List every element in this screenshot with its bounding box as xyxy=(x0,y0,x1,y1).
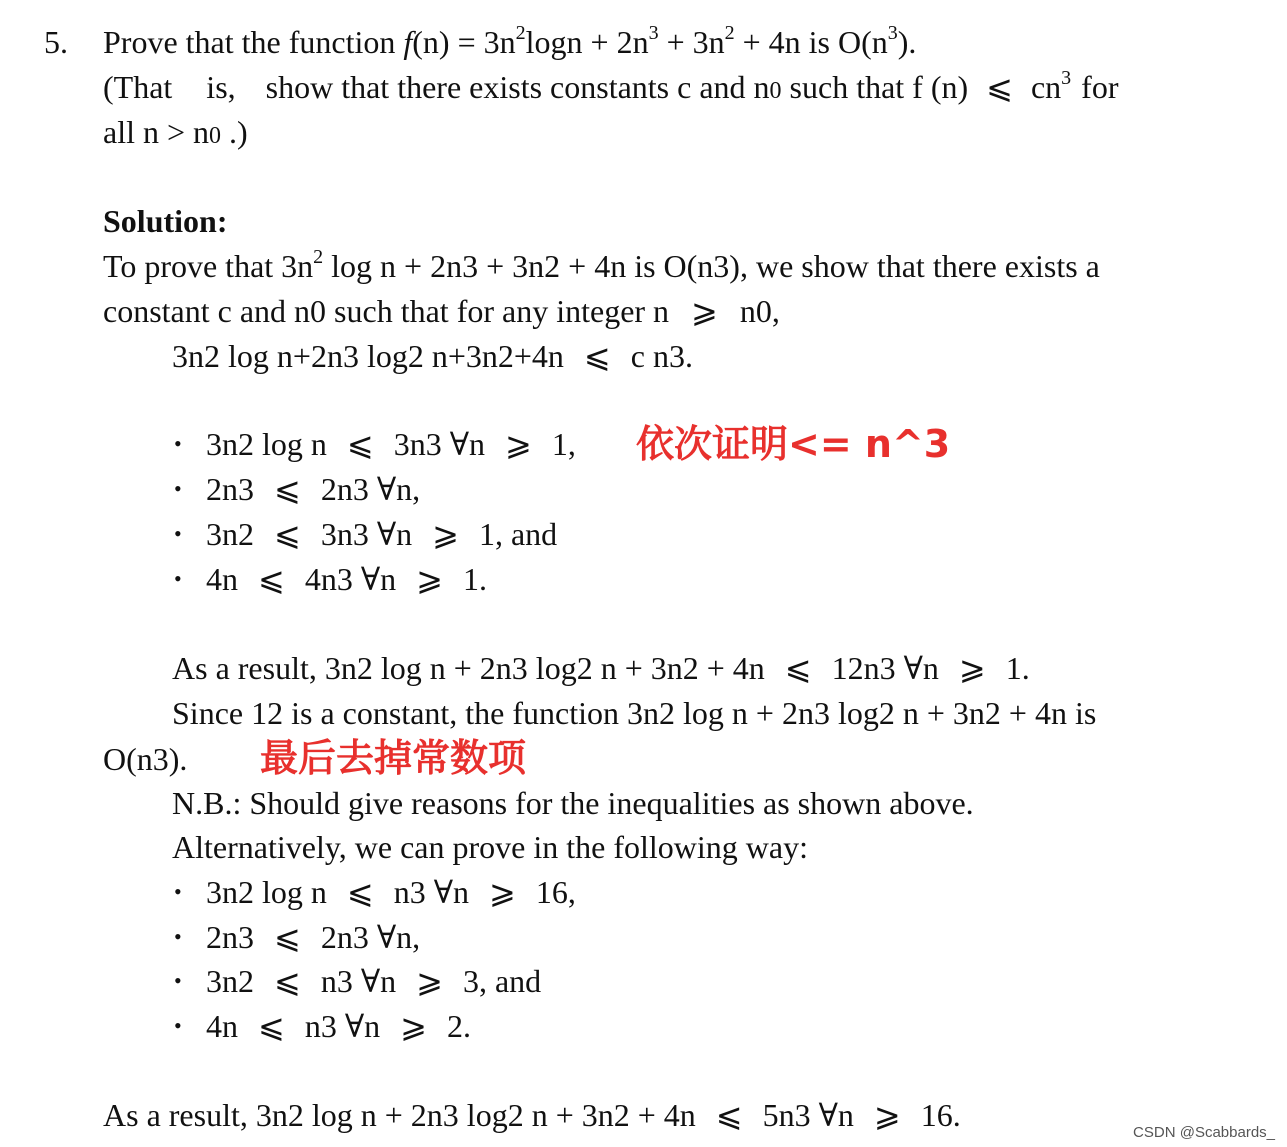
le-symbol: ⩽ xyxy=(346,874,374,910)
annotation-note-2: 最后去掉常数项 xyxy=(260,736,527,780)
le-symbol: ⩽ xyxy=(274,516,301,552)
list-item xyxy=(206,514,557,554)
ge-symbol: ⩾ xyxy=(489,874,516,910)
solution-intro-line-2 xyxy=(103,291,780,331)
text-segment: 12n3 ∀n xyxy=(831,650,939,686)
text-segment: 3n3 ∀n xyxy=(393,426,486,462)
le-symbol: ⩽ xyxy=(715,1097,743,1133)
text-segment: show that there exists constants c and n xyxy=(265,69,770,105)
since-line-2: O(n3). xyxy=(103,741,188,777)
question-line-1 xyxy=(103,22,916,62)
text-segment: logn + 2n xyxy=(525,24,649,60)
text-segment: n3 ∀n xyxy=(393,874,470,910)
text-segment: 3n2 xyxy=(206,963,254,999)
text-segment: 3n2 log n xyxy=(206,874,327,910)
ge-symbol: ⩾ xyxy=(958,650,986,686)
exponent: 3 xyxy=(648,22,659,44)
le-symbol: ⩽ xyxy=(258,561,285,597)
text-segment: 2. xyxy=(446,1008,471,1044)
text-segment: 3n3 ∀n xyxy=(320,516,413,552)
text-segment: 4n xyxy=(206,561,238,597)
exponent: 2 xyxy=(515,22,526,44)
list-item xyxy=(206,469,420,509)
exponent: 3 xyxy=(1061,67,1072,89)
le-symbol: ⩽ xyxy=(346,426,374,462)
text-segment: + 3n xyxy=(658,24,725,60)
list-item xyxy=(206,1006,471,1046)
text-segment: 3n2 log n+2n3 log2 n+3n2+4n xyxy=(172,338,564,374)
text-segment: To prove that 3n xyxy=(103,248,314,284)
text-segment: 1, xyxy=(551,426,576,462)
text-segment: 16. xyxy=(920,1097,961,1133)
list-item xyxy=(206,917,420,957)
text-segment: 2n3 ∀n, xyxy=(320,919,421,955)
text-segment: 3, and xyxy=(462,963,542,999)
text-segment: 1. xyxy=(1005,650,1030,686)
ge-symbol: ⩾ xyxy=(416,561,443,597)
bullet-glyph: • xyxy=(174,924,182,949)
text-segment: such that f (n) xyxy=(781,69,969,105)
bullet-glyph: • xyxy=(174,566,182,591)
bullet-glyph: • xyxy=(174,879,182,904)
annotation-note-1: 依次证明<= n^3 xyxy=(636,422,951,466)
nb-line: N.B.: Should give reasons for the inequalities as shown above. xyxy=(172,785,974,821)
text-segment: 4n3 ∀n xyxy=(304,561,397,597)
ge-symbol: ⩾ xyxy=(691,293,718,329)
text-segment: n3 ∀n xyxy=(320,963,397,999)
question-line-3 xyxy=(103,112,248,156)
ge-symbol: ⩾ xyxy=(432,516,459,552)
solution-intro-line-1 xyxy=(103,246,1100,286)
le-symbol: ⩽ xyxy=(258,1008,285,1044)
result-line-2 xyxy=(103,1095,961,1135)
list-item xyxy=(206,559,487,599)
text-segment: for xyxy=(1081,69,1119,105)
text-segment: 1. xyxy=(462,561,487,597)
text-segment: n0, xyxy=(739,293,780,329)
text-segment: 16, xyxy=(535,874,576,910)
text-segment: + 4n is O(n xyxy=(734,24,888,60)
list-item xyxy=(206,961,541,1001)
text-segment: constant c and n0 such that for any integer n xyxy=(103,293,670,329)
le-symbol: ⩽ xyxy=(784,650,812,686)
text-segment: all n > n xyxy=(103,114,210,150)
question-number: 5. xyxy=(44,24,68,60)
question-line-2 xyxy=(103,67,1118,111)
ge-symbol: ⩾ xyxy=(505,426,532,462)
text-segment: 2n3 xyxy=(206,919,254,955)
since-line-1: Since 12 is a constant, the function 3n2 log n + 2n3 log2 n + 3n2 + 4n is xyxy=(172,695,1097,731)
bullet-glyph: • xyxy=(174,521,182,546)
watermark: CSDN @Scabbards_ xyxy=(1133,1124,1275,1141)
text-segment: 2n3 xyxy=(206,471,254,507)
text-segment: 1, and xyxy=(478,516,558,552)
exponent: 2 xyxy=(724,22,735,44)
target-inequality xyxy=(172,336,693,376)
text-segment: 3n2 xyxy=(206,516,254,552)
result-line-1 xyxy=(172,648,1030,688)
list-item xyxy=(206,872,576,912)
text-segment: (That xyxy=(103,69,173,105)
text-segment: n3 ∀n xyxy=(304,1008,381,1044)
ge-symbol: ⩾ xyxy=(416,963,443,999)
exponent: 2 xyxy=(313,246,324,268)
subscript: 0 xyxy=(209,123,222,149)
text-segment: As a result, 3n2 log n + 2n3 log2 n + 3n2 + 4n xyxy=(103,1097,696,1133)
text-segment: ). xyxy=(897,24,917,60)
text-segment: 2n3 ∀n, xyxy=(320,471,421,507)
ge-symbol: ⩾ xyxy=(873,1097,901,1133)
le-symbol: ⩽ xyxy=(274,963,301,999)
le-symbol: ⩽ xyxy=(274,919,301,955)
bullet-glyph: • xyxy=(174,476,182,501)
text-segment: .) xyxy=(221,114,248,150)
text-segment: 4n xyxy=(206,1008,238,1044)
text-segment: log n + 2n3 + 3n2 + 4n is O(n3), we show that there exists a xyxy=(323,248,1100,284)
text-segment: c n3. xyxy=(630,338,693,374)
text-segment: 5n3 ∀n xyxy=(762,1097,854,1133)
ge-symbol: ⩾ xyxy=(400,1008,427,1044)
exponent: 3 xyxy=(887,22,898,44)
text-segment: (n) = 3n xyxy=(412,24,516,60)
bullet-glyph: • xyxy=(174,431,182,456)
alternative-line: Alternatively, we can prove in the following way: xyxy=(172,829,808,865)
text-segment: is, xyxy=(206,69,236,105)
solution-heading: Solution: xyxy=(103,203,228,239)
text-segment: 3n2 log n xyxy=(206,426,327,462)
le-symbol: ⩽ xyxy=(986,69,1013,105)
text-segment: cn xyxy=(1030,69,1062,105)
text-segment: As a result, 3n2 log n + 2n3 log2 n + 3n2 + 4n xyxy=(172,650,765,686)
le-symbol: ⩽ xyxy=(583,338,611,374)
subscript: 0 xyxy=(769,78,782,104)
function-f: f xyxy=(403,24,413,60)
list-item xyxy=(206,424,576,464)
text-segment: Prove that the function xyxy=(103,24,404,60)
bullet-glyph: • xyxy=(174,1013,182,1038)
bullet-glyph: • xyxy=(174,968,182,993)
le-symbol: ⩽ xyxy=(274,471,301,507)
